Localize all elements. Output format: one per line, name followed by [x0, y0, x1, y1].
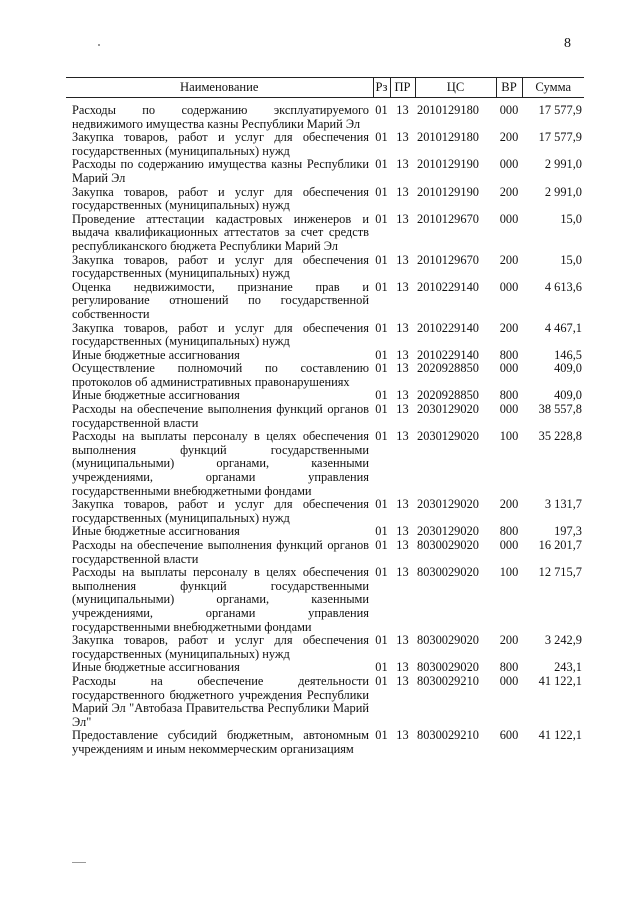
cell-rz: 01 [375, 728, 388, 743]
header-cs: ЦС [415, 78, 496, 98]
cell-sum: 2 991,0 [544, 184, 582, 199]
table-body [66, 98, 584, 757]
cell-rz: 01 [375, 633, 388, 648]
cell-rz: 01 [375, 497, 388, 512]
table-row [66, 675, 584, 729]
cell-rz: 01 [375, 565, 388, 580]
cell-rz: 01 [375, 524, 388, 539]
cell-name: Проведение аттестации кадастровых инженеров и выдача квалификационных аттестатов за счет средств республиканского бюджета Республики Марий Эл [72, 211, 369, 253]
cell-vr: 200 [499, 497, 519, 512]
cell-pr: 13 [396, 538, 409, 552]
table-row [66, 281, 584, 322]
budget-table [66, 77, 584, 757]
table-row [66, 430, 584, 498]
table-row [66, 498, 584, 525]
scan-speck [98, 44, 100, 46]
cell-rz: 01 [375, 130, 388, 145]
cell-name: Иные бюджетные ассигнования [72, 660, 240, 675]
cell-pr: 13 [396, 279, 409, 294]
cell-sum: 197,3 [554, 524, 582, 539]
cell-name: Закупка товаров, работ и услуг для обеспечения государственных (муниципальных) нужд [72, 633, 369, 661]
cell-vr: 200 [499, 320, 519, 335]
cell-rz: 01 [375, 184, 388, 199]
cell-sum: 38 557,8 [538, 402, 582, 417]
cell-name: Расходы по содержанию имущества казны Республики Марий Эл [72, 157, 369, 185]
table-row [66, 158, 584, 185]
cell-sum: 41 122,1 [538, 673, 582, 688]
cell-name: Оценка недвижимости, признание прав и регулирование отношений по государственной собственности [72, 279, 369, 321]
cell-name: Закупка товаров, работ и услуг для обеспечения государственных (муниципальных) нужд [72, 497, 369, 525]
table-row [66, 254, 584, 281]
cell-pr: 13 [396, 157, 409, 172]
cell-cs: 2020928850 [417, 388, 479, 403]
cell-pr: 13 [396, 361, 409, 376]
cell-pr: 13 [396, 388, 409, 403]
cell-pr: 13 [396, 673, 409, 688]
cell-name: Предоставление субсидий бюджетным, автономным учреждениям и иным некоммерческим организациям [72, 728, 369, 756]
cell-cs: 8030029020 [417, 565, 479, 580]
cell-rz: 01 [375, 347, 388, 362]
table-row [66, 566, 584, 634]
cell-vr: 000 [499, 361, 519, 376]
cell-vr: 000 [499, 103, 519, 117]
cell-name: Иные бюджетные ассигнования [72, 524, 240, 539]
table-row [66, 322, 584, 349]
cell-sum: 4 467,1 [544, 320, 582, 335]
cell-cs: 2030129020 [417, 524, 479, 539]
cell-name: Закупка товаров, работ и услуг для обеспечения государственных (муниципальных) нужд [72, 320, 369, 349]
scan-mark [72, 862, 86, 863]
cell-pr: 13 [396, 660, 409, 675]
cell-name: Расходы на выплаты персоналу в целях обеспечения выполнения функций государственными (муниципальными) органами, казенными учреждениями, органами управления государственными внебюджетными фондами [72, 565, 369, 634]
cell-cs: 2020928850 [417, 361, 479, 376]
cell-rz: 01 [375, 660, 388, 675]
cell-pr: 13 [396, 211, 409, 226]
table-row [66, 349, 584, 363]
table-row [66, 98, 584, 132]
cell-sum: 146,5 [554, 347, 582, 362]
cell-rz: 01 [375, 279, 388, 294]
cell-rz: 01 [375, 538, 388, 552]
cell-cs: 8030029210 [417, 728, 479, 743]
table-row [66, 525, 584, 539]
cell-name: Расходы на выплаты персоналу в целях обеспечения выполнения функций государственными (муниципальными) органами, казенными учреждениями, органами управления государственными внебюджетными фондами [72, 429, 369, 498]
cell-vr: 800 [499, 347, 519, 362]
cell-name: Осуществление полномочий по составлению протоколов об административных правонарушениях [72, 361, 369, 389]
cell-vr: 800 [499, 388, 519, 403]
cell-pr: 13 [396, 130, 409, 145]
cell-name: Расходы на обеспечение деятельности государственного бюджетного учреждения Республики Марий Эл "Автобаза Правительства Республики Марий Эл" [72, 673, 369, 729]
cell-pr: 13 [396, 184, 409, 199]
cell-vr: 100 [499, 565, 519, 580]
cell-vr: 000 [499, 673, 519, 688]
cell-cs: 2030129020 [417, 497, 479, 512]
cell-vr: 200 [499, 633, 519, 648]
cell-pr: 13 [396, 347, 409, 362]
cell-sum: 15,0 [560, 211, 582, 226]
table-row [66, 661, 584, 675]
table-header-row [66, 78, 584, 98]
cell-pr: 13 [396, 497, 409, 512]
table-row [66, 539, 584, 566]
cell-rz: 01 [375, 361, 388, 376]
cell-cs: 2010129190 [417, 157, 479, 172]
cell-vr: 600 [499, 728, 519, 743]
table-row [66, 389, 584, 403]
cell-rz: 01 [375, 211, 388, 226]
cell-vr: 800 [499, 524, 519, 539]
cell-vr: 000 [499, 402, 519, 417]
cell-cs: 8030029020 [417, 633, 479, 648]
cell-sum: 17 577,9 [538, 130, 582, 145]
table-row [66, 186, 584, 213]
cell-rz: 01 [375, 157, 388, 172]
cell-rz: 01 [375, 103, 388, 117]
cell-pr: 13 [396, 402, 409, 417]
cell-cs: 2010129180 [417, 130, 479, 145]
header-sum: Сумма [522, 78, 584, 98]
cell-name: Закупка товаров, работ и услуг для обеспечения государственных (муниципальных) нужд [72, 130, 369, 158]
cell-cs: 2010229140 [417, 347, 479, 362]
cell-cs: 2010129670 [417, 211, 479, 226]
cell-cs: 8030029210 [417, 673, 479, 688]
table-row [66, 362, 584, 389]
cell-sum: 12 715,7 [538, 565, 582, 580]
cell-rz: 01 [375, 673, 388, 688]
cell-sum: 409,0 [554, 361, 582, 376]
cell-vr: 200 [499, 252, 519, 267]
table-row [66, 634, 584, 661]
cell-name: Расходы на обеспечение выполнения функций органов государственной власти [72, 402, 369, 430]
cell-cs: 2010129670 [417, 252, 479, 267]
cell-cs: 2030129020 [417, 402, 479, 417]
cell-name: Расходы по содержанию эксплуатируемого недвижимого имущества казны Республики Марий Эл [72, 103, 369, 131]
cell-pr: 13 [396, 565, 409, 580]
cell-sum: 243,1 [554, 660, 582, 675]
cell-rz: 01 [375, 252, 388, 267]
cell-cs: 2010129180 [417, 103, 479, 117]
cell-vr: 000 [499, 279, 519, 294]
cell-cs: 2010129190 [417, 184, 479, 199]
cell-pr: 13 [396, 429, 409, 444]
table-row [66, 403, 584, 430]
page-number: 8 [564, 36, 571, 51]
cell-name: Иные бюджетные ассигнования [72, 347, 240, 362]
cell-vr: 000 [499, 157, 519, 172]
cell-sum: 17 577,9 [538, 103, 582, 117]
cell-rz: 01 [375, 320, 388, 335]
header-name: Наименование [66, 78, 373, 98]
cell-sum: 3 131,7 [544, 497, 582, 512]
cell-vr: 000 [499, 538, 519, 552]
cell-vr: 100 [499, 429, 519, 444]
cell-name: Иные бюджетные ассигнования [72, 388, 240, 403]
cell-cs: 8030029020 [417, 660, 479, 675]
cell-name: Расходы на обеспечение выполнения функций органов государственной власти [72, 538, 369, 566]
header-vr: ВР [496, 78, 522, 98]
cell-pr: 13 [396, 320, 409, 335]
cell-cs: 2010229140 [417, 320, 479, 335]
table-row [66, 729, 584, 756]
cell-pr: 13 [396, 524, 409, 539]
header-pr: ПР [390, 78, 415, 98]
table-row [66, 213, 584, 254]
table-row [66, 131, 584, 158]
cell-pr: 13 [396, 103, 409, 117]
cell-sum: 15,0 [560, 252, 582, 267]
cell-sum: 16 201,7 [538, 538, 582, 552]
cell-sum: 41 122,1 [538, 728, 582, 743]
cell-sum: 2 991,0 [544, 157, 582, 172]
cell-vr: 200 [499, 184, 519, 199]
cell-rz: 01 [375, 429, 388, 444]
cell-pr: 13 [396, 728, 409, 743]
cell-sum: 35 228,8 [538, 429, 582, 444]
cell-name: Закупка товаров, работ и услуг для обеспечения государственных (муниципальных) нужд [72, 252, 369, 281]
cell-name: Закупка товаров, работ и услуг для обеспечения государственных (муниципальных) нужд [72, 184, 369, 213]
cell-sum: 409,0 [554, 388, 582, 403]
header-rz: Рз [373, 78, 390, 98]
cell-sum: 3 242,9 [544, 633, 582, 648]
cell-pr: 13 [396, 633, 409, 648]
cell-cs: 2010229140 [417, 279, 479, 294]
cell-cs: 8030029020 [417, 538, 479, 552]
cell-sum: 4 613,6 [544, 279, 582, 294]
cell-pr: 13 [396, 252, 409, 267]
cell-vr: 200 [499, 130, 519, 145]
cell-rz: 01 [375, 402, 388, 417]
cell-vr: 000 [499, 211, 519, 226]
cell-vr: 800 [499, 660, 519, 675]
cell-rz: 01 [375, 388, 388, 403]
cell-cs: 2030129020 [417, 429, 479, 444]
